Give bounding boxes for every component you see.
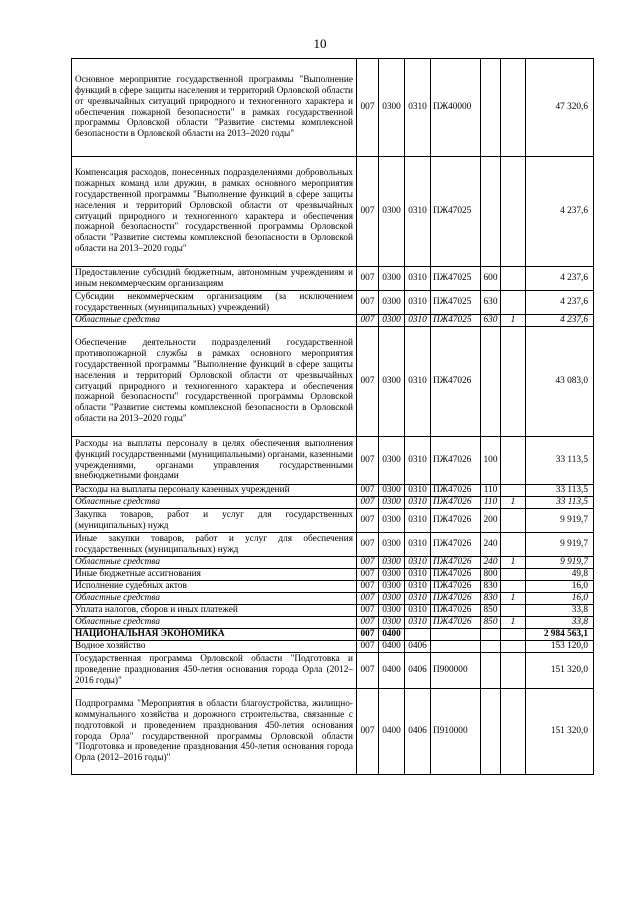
cell-rz: 0300 (379, 533, 405, 557)
cell-pr: 0310 (405, 605, 431, 617)
cell-csr: ПЖ47026 (431, 557, 481, 569)
cell-ved: 007 (357, 533, 379, 557)
cell-src: 1 (501, 557, 526, 569)
cell-csr: ПЖ40000 (431, 59, 481, 157)
cell-sum: 9 919,7 (526, 509, 594, 533)
cell-ved: 007 (357, 497, 379, 509)
cell-pr (405, 629, 431, 641)
cell-sum: 151 320,0 (526, 653, 594, 689)
cell-pr: 0406 (405, 641, 431, 653)
cell-vr: 200 (481, 509, 501, 533)
cell-sum: 4 237,6 (526, 157, 594, 267)
row-description: Иные закупки товаров, работ и услуг для обеспечения государственных (муниципальных) нужд (72, 533, 357, 557)
cell-sum: 4 237,6 (526, 315, 594, 327)
table-row (72, 605, 594, 617)
row-description: Компенсация расходов, понесенных подразделениями добровольных пожарных команд или дружин, в рамках основного мероприятия государственной программы "Выполнение функций в сфере защиты населения и территорий Орловской области от чрезвычайных ситуаций природного и техногенного характера и обеспечения пожарной безопасности" государственной программы Орловской области "Развитие системы комплексной безопасности в Орловской области на 2013–2020 годы" (72, 157, 357, 267)
cell-rz: 0300 (379, 497, 405, 509)
cell-pr: 0406 (405, 653, 431, 689)
cell-vr: 600 (481, 267, 501, 291)
row-description: Областные средства (72, 593, 357, 605)
cell-csr: ПЖ47026 (431, 617, 481, 629)
cell-rz: 0400 (379, 689, 405, 775)
row-description: Закупка товаров, работ и услуг для государственных (муниципальных) нужд (72, 509, 357, 533)
cell-vr (481, 653, 501, 689)
cell-rz: 0300 (379, 315, 405, 327)
cell-vr: 800 (481, 569, 501, 581)
cell-sum: 16,0 (526, 581, 594, 593)
row-description: Уплата налогов, сборов и иных платежей (72, 605, 357, 617)
cell-ved: 007 (357, 327, 379, 437)
cell-vr (481, 689, 501, 775)
cell-sum: 33 113,5 (526, 497, 594, 509)
table-row (72, 653, 594, 689)
cell-vr (481, 327, 501, 437)
cell-sum: 33 113,5 (526, 437, 594, 485)
cell-src (501, 437, 526, 485)
table-row (72, 157, 594, 267)
cell-sum: 4 237,6 (526, 291, 594, 315)
cell-csr: ПЖ47026 (431, 533, 481, 557)
table-row (72, 557, 594, 569)
cell-sum: 47 320,6 (526, 59, 594, 157)
row-description: Расходы на выплаты персоналу в целях обеспечения выполнения функций государственными (муниципальными) органами, казенными учреждениями, органами управления государственными внебюджетными фондами (72, 437, 357, 485)
cell-rz: 0300 (379, 267, 405, 291)
cell-ved: 007 (357, 569, 379, 581)
cell-src: 1 (501, 617, 526, 629)
cell-csr: ПЖ47026 (431, 593, 481, 605)
table-row (72, 509, 594, 533)
cell-rz: 0400 (379, 653, 405, 689)
cell-csr (431, 641, 481, 653)
cell-rz: 0300 (379, 291, 405, 315)
cell-src (501, 291, 526, 315)
cell-sum: 2 984 563,1 (526, 629, 594, 641)
cell-vr: 830 (481, 581, 501, 593)
cell-pr: 0310 (405, 557, 431, 569)
cell-csr: ПЖ47026 (431, 327, 481, 437)
cell-pr: 0310 (405, 569, 431, 581)
table-row (72, 581, 594, 593)
cell-src (501, 653, 526, 689)
cell-csr: ПЖ47025 (431, 315, 481, 327)
cell-src (501, 605, 526, 617)
cell-pr: 0310 (405, 59, 431, 157)
cell-src (501, 689, 526, 775)
cell-csr (431, 629, 481, 641)
cell-pr: 0310 (405, 327, 431, 437)
cell-rz: 0300 (379, 437, 405, 485)
cell-src (501, 581, 526, 593)
cell-ved: 007 (357, 689, 379, 775)
cell-pr: 0310 (405, 593, 431, 605)
cell-vr (481, 629, 501, 641)
cell-csr: П900000 (431, 653, 481, 689)
cell-rz: 0300 (379, 581, 405, 593)
cell-pr: 0310 (405, 485, 431, 497)
cell-vr: 100 (481, 437, 501, 485)
cell-pr: 0310 (405, 497, 431, 509)
cell-src: 1 (501, 497, 526, 509)
row-description: Иные бюджетные ассигнования (72, 569, 357, 581)
cell-ved: 007 (357, 291, 379, 315)
cell-ved: 007 (357, 267, 379, 291)
cell-sum: 4 237,6 (526, 267, 594, 291)
cell-csr: ПЖ47025 (431, 267, 481, 291)
cell-vr: 850 (481, 617, 501, 629)
cell-ved: 007 (357, 629, 379, 641)
table-row (72, 267, 594, 291)
cell-src (501, 569, 526, 581)
row-description: Основное мероприятие государственной программы "Выполнение функций в сфере защиты населения и территорий Орловской области от чрезвычайных ситуаций природного и техногенного характера и обеспечения пожарной безопасности" в рамках государственной программы Орловской области "Развитие системы комплексной безопасности в Орловской области на 2013–2020 годы" (72, 59, 357, 157)
cell-vr: 240 (481, 533, 501, 557)
cell-src (501, 509, 526, 533)
row-description: Областные средства (72, 315, 357, 327)
cell-rz: 0300 (379, 569, 405, 581)
cell-vr: 110 (481, 497, 501, 509)
cell-vr: 110 (481, 485, 501, 497)
cell-pr: 0310 (405, 291, 431, 315)
cell-src (501, 533, 526, 557)
cell-rz: 0300 (379, 327, 405, 437)
cell-rz: 0300 (379, 593, 405, 605)
table-row (72, 593, 594, 605)
cell-csr: ПЖ47026 (431, 569, 481, 581)
cell-vr: 630 (481, 315, 501, 327)
cell-rz: 0300 (379, 557, 405, 569)
cell-src (501, 485, 526, 497)
cell-rz: 0300 (379, 59, 405, 157)
cell-pr: 0310 (405, 617, 431, 629)
cell-vr (481, 641, 501, 653)
table-row (72, 689, 594, 775)
row-description: Исполнение судебных актов (72, 581, 357, 593)
cell-csr: ПЖ47025 (431, 157, 481, 267)
cell-sum: 9 919,7 (526, 557, 594, 569)
cell-src (501, 327, 526, 437)
cell-ved: 007 (357, 315, 379, 327)
cell-rz: 0400 (379, 641, 405, 653)
cell-ved: 007 (357, 605, 379, 617)
cell-vr: 240 (481, 557, 501, 569)
cell-vr: 630 (481, 291, 501, 315)
table-row (72, 497, 594, 509)
cell-pr: 0310 (405, 157, 431, 267)
cell-sum: 9 919,7 (526, 533, 594, 557)
cell-csr: ПЖ47026 (431, 509, 481, 533)
cell-ved: 007 (357, 617, 379, 629)
cell-ved: 007 (357, 157, 379, 267)
table-row (72, 437, 594, 485)
table-row (72, 315, 594, 327)
cell-pr: 0310 (405, 509, 431, 533)
cell-sum: 49,8 (526, 569, 594, 581)
row-description: Государственная программа Орловской области "Подготовка и проведение празднования 450-летия основания города Орла (2012–2016 годы)" (72, 653, 357, 689)
page-number: 10 (313, 36, 327, 51)
cell-ved: 007 (357, 593, 379, 605)
cell-sum: 151 320,0 (526, 689, 594, 775)
cell-ved: 007 (357, 509, 379, 533)
cell-src (501, 641, 526, 653)
cell-pr: 0310 (405, 581, 431, 593)
cell-src (501, 59, 526, 157)
cell-rz: 0300 (379, 485, 405, 497)
row-description: Областные средства (72, 557, 357, 569)
cell-pr: 0310 (405, 533, 431, 557)
row-description: Водное хозяйство (72, 641, 357, 653)
cell-sum: 16,0 (526, 593, 594, 605)
table-row (72, 59, 594, 157)
cell-csr: ПЖ47026 (431, 485, 481, 497)
cell-pr: 0310 (405, 267, 431, 291)
cell-ved: 007 (357, 437, 379, 485)
cell-ved: 007 (357, 59, 379, 157)
cell-vr (481, 157, 501, 267)
cell-sum: 153 120,0 (526, 641, 594, 653)
table-row (72, 641, 594, 653)
cell-csr: ПЖ47026 (431, 581, 481, 593)
row-description: Областные средства (72, 617, 357, 629)
cell-rz: 0300 (379, 617, 405, 629)
row-description: Расходы на выплаты персоналу казенных учреждений (72, 485, 357, 497)
cell-ved: 007 (357, 641, 379, 653)
table-row (72, 533, 594, 557)
table-row (72, 569, 594, 581)
table-row (72, 291, 594, 315)
cell-rz: 0400 (379, 629, 405, 641)
table-row (72, 485, 594, 497)
row-description: НАЦИОНАЛЬНАЯ ЭКОНОМИКА (72, 629, 357, 641)
cell-pr: 0310 (405, 315, 431, 327)
table-row (72, 327, 594, 437)
table-row (72, 629, 594, 641)
cell-src (501, 629, 526, 641)
cell-csr: ПЖ47026 (431, 497, 481, 509)
cell-vr (481, 59, 501, 157)
cell-csr: ПЖ47026 (431, 437, 481, 485)
cell-pr: 0310 (405, 437, 431, 485)
cell-ved: 007 (357, 653, 379, 689)
row-description: Подпрограмма "Мероприятия в области благоустройства, жилищно-коммунального хозяйства и дорожного строительства, связанные с подготовкой и проведением празднования 450-летия основания города Орла" государственной программы Орловской области "Подготовка и проведение празднования 450-летия основания города Орла (2012–2016 годы)" (72, 689, 357, 775)
cell-sum: 33 113,5 (526, 485, 594, 497)
cell-csr: ПЖ47025 (431, 291, 481, 315)
cell-src: 1 (501, 593, 526, 605)
cell-ved: 007 (357, 581, 379, 593)
cell-csr: П910000 (431, 689, 481, 775)
table-row (72, 617, 594, 629)
cell-csr: ПЖ47026 (431, 605, 481, 617)
cell-ved: 007 (357, 485, 379, 497)
cell-rz: 0300 (379, 605, 405, 617)
budget-table (71, 58, 594, 775)
cell-sum: 33,8 (526, 605, 594, 617)
cell-pr: 0406 (405, 689, 431, 775)
cell-rz: 0300 (379, 509, 405, 533)
row-description: Обеспечение деятельности подразделений государственной противопожарной службы в рамках основного мероприятия государственной программы "Выполнение функций в сфере защиты населения и территорий Орловской области от чрезвычайных ситуаций природного и техногенного характера и обеспечения пожарной безопасности" государственной программы Орловской области "Развитие системы комплексной безопасности в Орловской области на 2013–2020 годы" (72, 327, 357, 437)
cell-src (501, 157, 526, 267)
cell-src: 1 (501, 315, 526, 327)
row-description: Областные средства (72, 497, 357, 509)
cell-vr: 830 (481, 593, 501, 605)
cell-vr: 850 (481, 605, 501, 617)
cell-sum: 43 083,0 (526, 327, 594, 437)
cell-sum: 33,8 (526, 617, 594, 629)
cell-ved: 007 (357, 557, 379, 569)
cell-rz: 0300 (379, 157, 405, 267)
row-description: Предоставление субсидий бюджетным, автономным учреждениям и иным некоммерческим организациям (72, 267, 357, 291)
cell-src (501, 267, 526, 291)
row-description: Субсидии некоммерческим организациям (за исключением государственных (муниципальных) учреждений) (72, 291, 357, 315)
